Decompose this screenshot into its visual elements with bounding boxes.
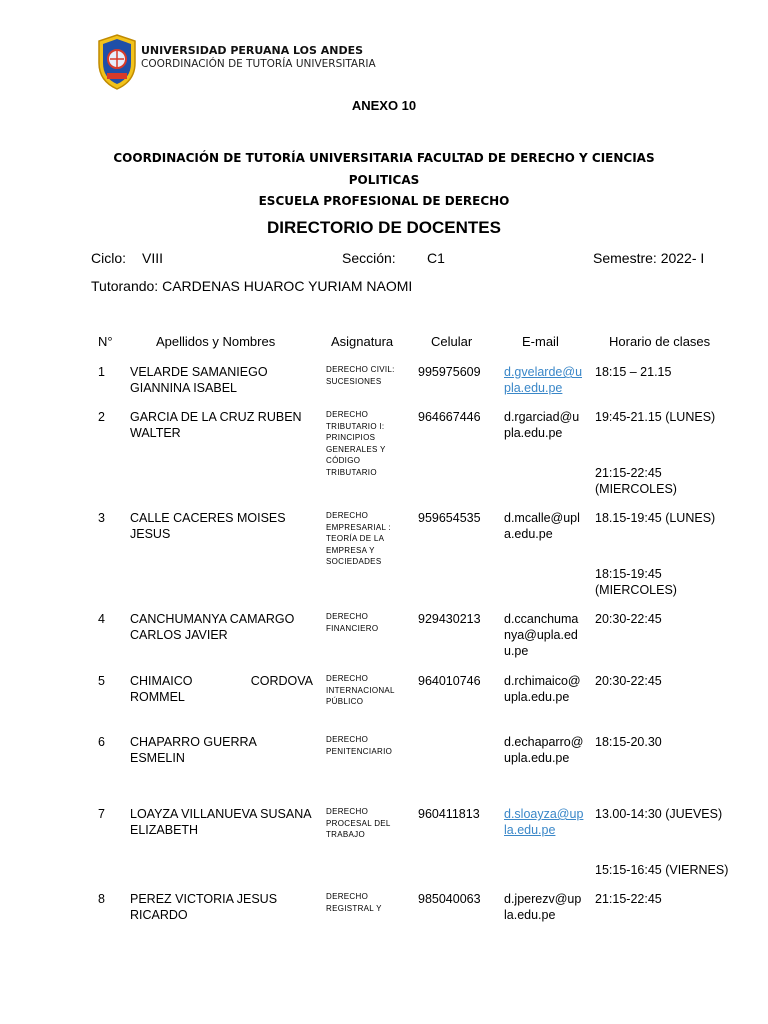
row-number: 7 xyxy=(98,807,105,821)
tutor-name: Tutorando: CARDENAS HUAROC YURIAM NAOMI xyxy=(91,278,413,294)
schedule: 20:30-22:45 xyxy=(595,612,662,626)
subject: DERECHO CIVIL: SUCESIONES xyxy=(326,365,395,386)
phone: 959654535 xyxy=(418,511,481,525)
directory-title: DIRECTORIO DE DOCENTES xyxy=(267,218,501,237)
coordination-name: COORDINACIÓN DE TUTORÍA UNIVERSITARIA xyxy=(141,58,376,70)
subject: DERECHO INTERNACIONAL PÚBLICO xyxy=(326,674,395,706)
subject: DERECHO EMPRESARIAL : TEORÍA DE LA EMPRESA Y SOCIEDADES xyxy=(326,511,391,566)
subject: DERECHO REGISTRAL Y xyxy=(326,892,382,913)
university-name: UNIVERSIDAD PERUANA LOS ANDES xyxy=(141,44,364,57)
teacher-name: CHAPARRO GUERRA ESMELIN xyxy=(130,735,257,765)
row-number: 6 xyxy=(98,735,105,749)
ciclo-label: Ciclo: xyxy=(91,250,127,266)
teacher-name: PEREZ VICTORIA JESUS RICARDO xyxy=(130,892,278,922)
schedule: 18:15-20.30 xyxy=(595,735,662,749)
teacher-name: CALLE CACERES MOISES JESUS xyxy=(130,511,286,541)
col-header-schedule: Horario de clases xyxy=(609,334,711,349)
schedule: 13.00-14:30 (JUEVES) xyxy=(595,807,723,821)
email: d.rgarciad@upla.edu.pe xyxy=(504,410,580,440)
teacher-name: CHIMAICO CORDOVA ROMMEL xyxy=(130,674,313,704)
phone: 995975609 xyxy=(418,365,481,379)
row-number: 3 xyxy=(98,511,105,525)
email: d.mcalle@upla.edu.pe xyxy=(504,511,580,541)
subject: DERECHO FINANCIERO xyxy=(326,612,379,633)
seccion-value: C1 xyxy=(427,250,445,266)
phone: 960411813 xyxy=(418,807,480,821)
heading-line-2: POLITICAS xyxy=(348,173,420,187)
col-header-name: Apellidos y Nombres xyxy=(156,334,276,349)
ciclo-value: VIII xyxy=(142,250,164,266)
phone: 964010746 xyxy=(418,674,481,688)
teacher-name: VELARDE SAMANIEGO GIANNINA ISABEL xyxy=(130,365,268,395)
col-header-number: N° xyxy=(98,334,113,349)
email: d.ccanchumanya@upla.edu.pe xyxy=(504,612,579,658)
annex-title: ANEXO 10 xyxy=(351,98,417,113)
schedule: 18:15 – 21.15 xyxy=(595,365,672,379)
row-number: 8 xyxy=(98,892,105,906)
email-link[interactable]: d.sloayza@upla.edu.pe xyxy=(504,807,584,837)
subject: DERECHO PROCESAL DEL TRABAJO xyxy=(326,807,391,839)
teacher-name: GARCIA DE LA CRUZ RUBEN WALTER xyxy=(130,410,302,440)
teacher-name: CANCHUMANYA CAMARGO CARLOS JAVIER xyxy=(130,612,295,642)
subject: DERECHO PENITENCIARIO xyxy=(326,735,393,756)
email: d.rchimaico@upla.edu.pe xyxy=(504,674,581,704)
schedule: 18.15-19:45 (LUNES) xyxy=(595,511,716,525)
seccion-label: Sección: xyxy=(342,250,396,266)
phone: 929430213 xyxy=(418,612,481,626)
schedule: 21:15-22:45 (MIERCOLES) xyxy=(595,466,677,496)
subject: DERECHO TRIBUTARIO I: PRINCIPIOS GENERALES Y CÓDIGO TRIBUTARIO xyxy=(326,410,386,477)
email-link[interactable]: d.gvelarde@upla.edu.pe xyxy=(504,365,583,395)
email: d.jperezv@upla.edu.pe xyxy=(504,892,582,922)
university-logo xyxy=(95,33,139,91)
phone: 964667446 xyxy=(418,410,481,424)
col-header-phone: Celular xyxy=(431,334,473,349)
email: d.echaparro@upla.edu.pe xyxy=(504,735,584,765)
heading-line-1: COORDINACIÓN DE TUTORÍA UNIVERSITARIA FACULTAD DE DERECHO Y CIENCIAS xyxy=(113,151,655,165)
schedule: 21:15-22:45 xyxy=(595,892,662,906)
row-number: 2 xyxy=(98,410,105,424)
schedule: 19:45-21.15 (LUNES) xyxy=(595,410,716,424)
row-number: 4 xyxy=(98,612,105,626)
phone: 985040063 xyxy=(418,892,481,906)
col-header-email: E-mail xyxy=(522,334,559,349)
row-number: 5 xyxy=(98,674,105,688)
semestre: Semestre: 2022- I xyxy=(593,250,705,266)
schedule: 15:15-16:45 (VIERNES) xyxy=(595,863,729,877)
heading-line-3: ESCUELA PROFESIONAL DE DERECHO xyxy=(258,194,510,208)
row-number: 1 xyxy=(98,365,105,379)
teacher-name: LOAYZA VILLANUEVA SUSANA ELIZABETH xyxy=(130,807,311,837)
schedule: 20:30-22:45 xyxy=(595,674,662,688)
schedule: 18:15-19:45 (MIERCOLES) xyxy=(595,567,677,597)
col-header-subject: Asignatura xyxy=(331,334,394,349)
